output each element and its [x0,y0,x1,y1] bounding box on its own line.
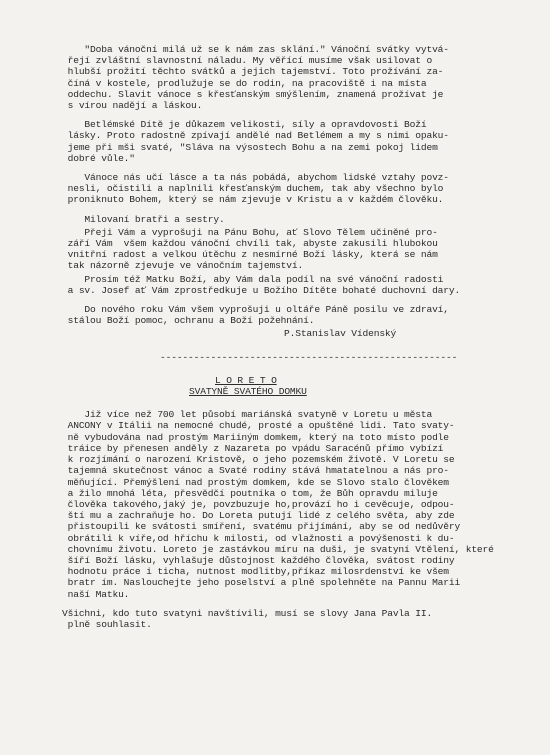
article-paragraph-1: Již více než 700 let působí mariánská svatyně v Loretu u města ANCONY v Itálii na nemocné chudé, prosté a opuštěné lidi. Tato svaty- ně vybudována nad prostým Mariiným domkem, který na toto místo podle tráice by přenesen anděly z Nazareta po vpádu Saracénů přímo vybízí k rozjímání o narození Kristově, o jeho pozemském životě. V Loretu se tajemná skutečnost vánoc a Svaté rodiny stává hmatatelnou a nás pro- měňující. Přemýšlení nad prostým domkem, kde se Slovo stalo člověkem a žilo mnohá léta, přesvědčí poutníka o tom, že Bůh opravdu miluje člověka takového,jaký je, povzbuzuje ho,provází ho i cevěcuje, odpou- ští mu a zachraňuje ho. Do Loreta putují lidé z celého světa, aby zde přistoupili ke svátosti smíření, svatému přijímání, aby se od nedůvěry obrátili k víře,od hříchu k milosti, od vlažnosti a povýšenosti k du- chovnímu životu. Loreto je zastávkou míru na duši, je svatyní Vtělení, které šíří Boží lásku, vyhlašuje důstojnost každého člověka, svátost rodiny hodnotu práce i ticha, nutnost modlitby,příkaz milosrdenství ke všem bratr ím. Naslouchejte jeho poselství a plně spolehněte na Pannu Marii naší Matku. [67,409,494,600]
letter-paragraph-5: Prosím též Matku Boží, aby Vám dala podíl na své vánoční radosti a sv. Josef ať Vám zprostředkuje u Božího Dítěte bohaté duchovní dary. [67,273,461,296]
letter-paragraph-2: Betlémské Dítě je důkazem velikosti, síly a opravdovosti Boží lásky. Proto radostně zpívají andělé nad Betlémem a my s nimi opaku- jeme při mši svaté, "Sláva na výsostech Bohu a na zemi pokoj lidem dobré vůle." [67,119,449,164]
article-title: L O R E T O [215,374,277,386]
article-paragraph-2: Všichni, kdo tuto svatyni navštívili, musí se slovy Jana Pavla II. plně souhlasit. [62,607,433,630]
letter-paragraph-6: Do nového roku Vám všem vyprošuji u oltáře Páně posilu ve zdraví, stálou Boží pomoc, ochranu a Boží požehnání. [67,304,449,327]
letter-paragraph-4: Přeji Vám a vyprošuji na Pánu Bohu, ať Slovo Tělem učiněné pro- září Vám všem každou vánoční chvíli tak, abyste zakusili hlubokou vnitřní radost a velkou útěchu z nesmírné Boží lásky, která se nám tak názorně zjevuje ve vánočním tajemství. [67,226,438,272]
letter-paragraph-1: "Doba vánoční milá už se k nám zas sklání." Vánoční svátky vytvá- řejí zvláštní slavnostní náladu. My věřící musíme však usilovat o hlubší prožití těchto svátků a jejich tajemství. Toto prožívání za- číná v kostele, prodlužuje se do rodin, na pracoviště i na místa oddechu. Slavit vánoce s křesťanským smýšlením, znamená prožívat je s vírou nadějí a láskou. [67,44,449,112]
article-subtitle: SVATYNĚ SVATÉHO DOMKU [189,386,307,398]
letter-greeting: Milovaní bratři a sestry. [62,213,225,225]
letter-paragraph-3: Vánoce nás učí lásce a ta nás pobádá, abychom lidské vztahy povz- nesli, očistili a naplnili křesťanským duchem, tak aby všechno bylo proniknuto Bohem, který se nám zjevuje v Kristu a v každém člověku. [67,172,449,206]
section-divider: ----------------------------------------------------- [160,351,458,363]
letter-signature: P.Stanislav Vídenský [284,328,397,340]
